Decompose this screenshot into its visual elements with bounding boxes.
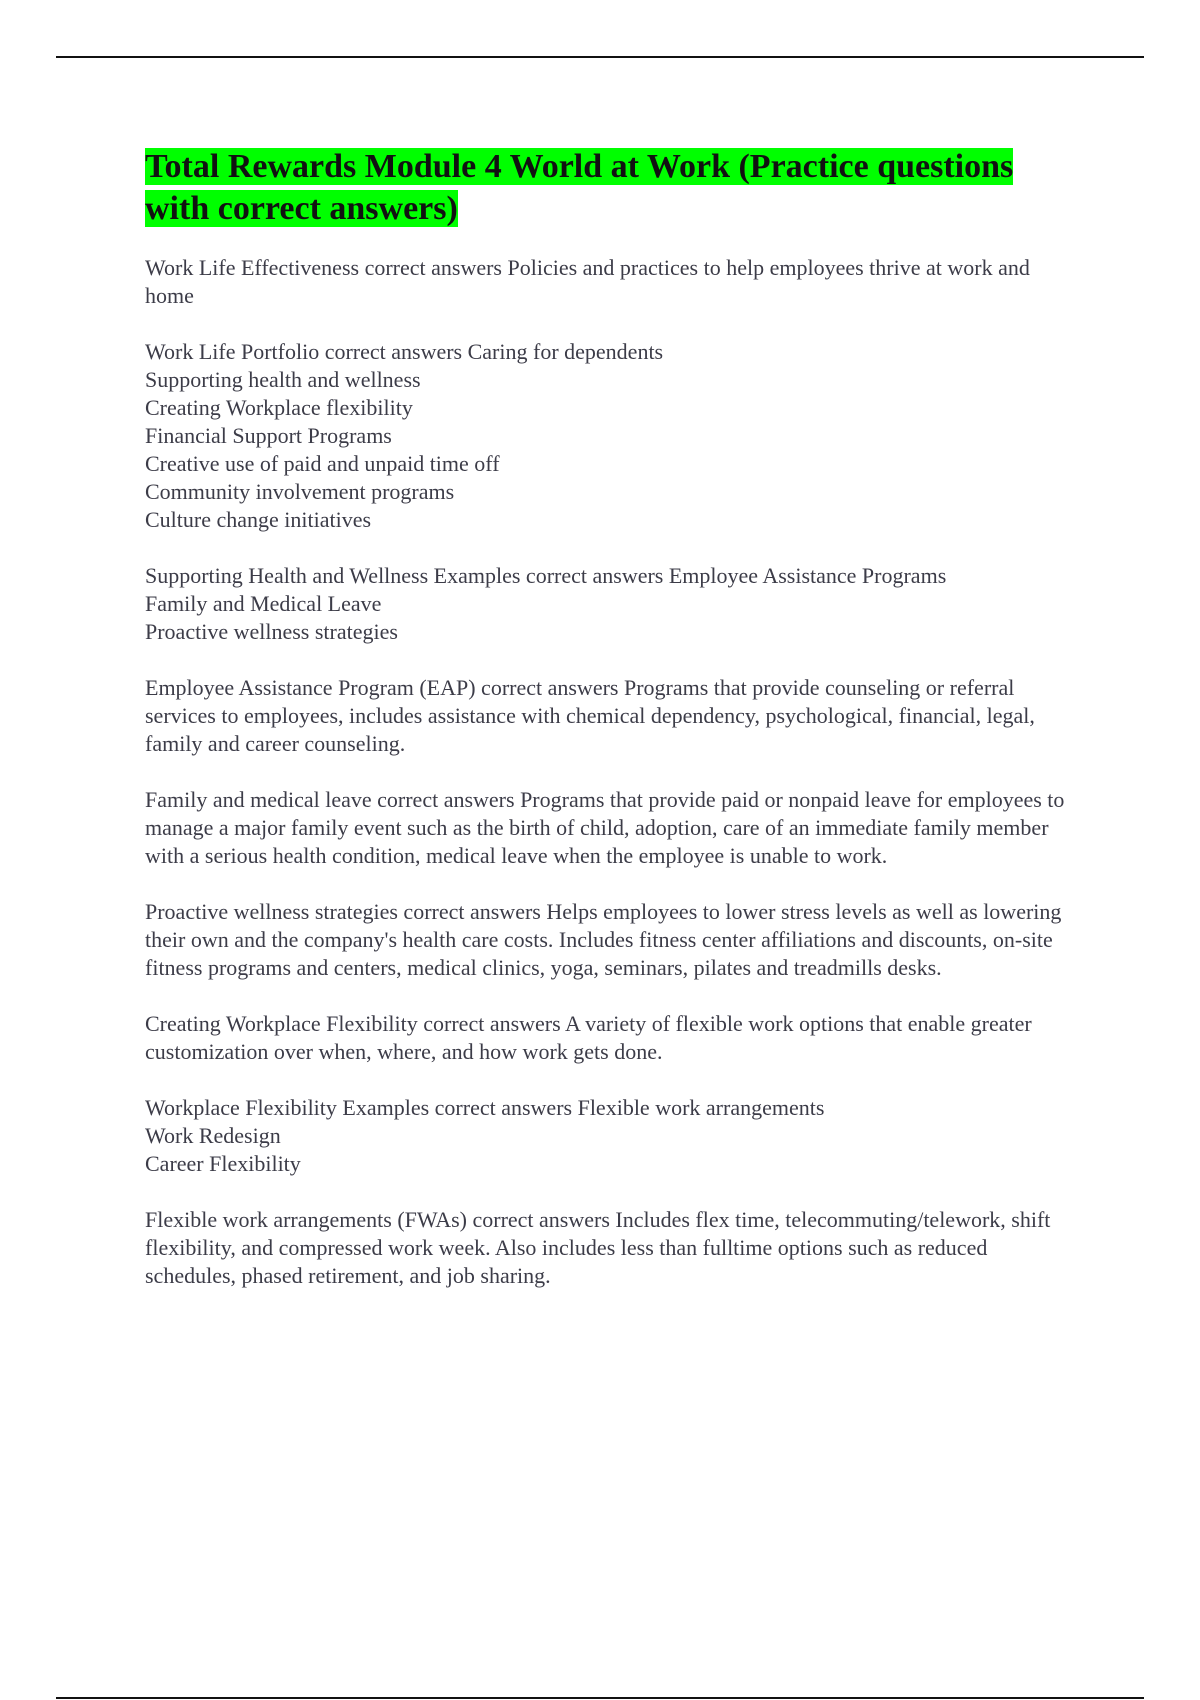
qa-entry-line: Community involvement programs <box>145 479 455 504</box>
qa-entry-line: Supporting health and wellness <box>145 367 421 392</box>
qa-entry <box>145 338 1075 534</box>
qa-entry <box>145 786 1075 870</box>
title-highlight: Total Rewards Module 4 World at Work (Practice questions with correct answers) <box>145 148 1014 227</box>
qa-entry-line: Work Life Effectiveness correct answers Policies and practices to help employees thrive at work and home <box>145 255 1030 308</box>
qa-entry-line: Proactive wellness strategies <box>145 619 398 644</box>
footer-rule <box>56 1697 1144 1699</box>
qa-entry <box>145 898 1075 982</box>
document-body <box>145 146 1075 1318</box>
document-title <box>145 146 1075 230</box>
qa-entry <box>145 1206 1075 1290</box>
qa-entry-line: Proactive wellness strategies correct answers Helps employees to lower stress levels as well as lowering their own and the company's health care costs. Includes fitness center affiliations and discounts, on-site fitness programs and centers, medical clinics, yoga, seminars, pilates and treadmills desks. <box>145 899 1062 980</box>
qa-entry-line: Family and Medical Leave <box>145 591 382 616</box>
qa-entry <box>145 674 1075 758</box>
qa-entry-line: Creating Workplace Flexibility correct answers A variety of flexible work options that enable greater customization over when, where, and how work gets done. <box>145 1011 1032 1064</box>
qa-entry-line: Workplace Flexibility Examples correct answers Flexible work arrangements <box>145 1095 825 1120</box>
qa-entry-line: Family and medical leave correct answers Programs that provide paid or nonpaid leave for employees to manage a major family event such as the birth of child, adoption, care of an immediate family member with a serious health condition, medical leave when the employee is unable to work. <box>145 787 1065 868</box>
qa-entry-line: Career Flexibility <box>145 1151 301 1176</box>
qa-entry-line: Creating Workplace flexibility <box>145 395 413 420</box>
qa-entry-line: Culture change initiatives <box>145 507 372 532</box>
qa-entry-line: Flexible work arrangements (FWAs) correct answers Includes flex time, telecommuting/telework, shift flexibility, and compressed work week. Also includes less than fulltime options such as reduced schedules, phased retirement, and job sharing. <box>145 1207 1051 1288</box>
qa-entry <box>145 1010 1075 1066</box>
qa-entry-line: Supporting Health and Wellness Examples correct answers Employee Assistance Programs <box>145 563 947 588</box>
qa-entry-line: Creative use of paid and unpaid time off <box>145 451 500 476</box>
entry-list <box>145 254 1075 1290</box>
qa-entry <box>145 254 1075 310</box>
header-rule <box>56 56 1144 58</box>
qa-entry-line: Work Life Portfolio correct answers Caring for dependents <box>145 339 664 364</box>
qa-entry-line: Financial Support Programs <box>145 423 392 448</box>
qa-entry-line: Work Redesign <box>145 1123 281 1148</box>
qa-entry <box>145 562 1075 646</box>
qa-entry-line: Employee Assistance Program (EAP) correct answers Programs that provide counseling or referral services to employees, includes assistance with chemical dependency, psychological, financial, legal, family and career counseling. <box>145 675 1035 756</box>
qa-entry <box>145 1094 1075 1178</box>
